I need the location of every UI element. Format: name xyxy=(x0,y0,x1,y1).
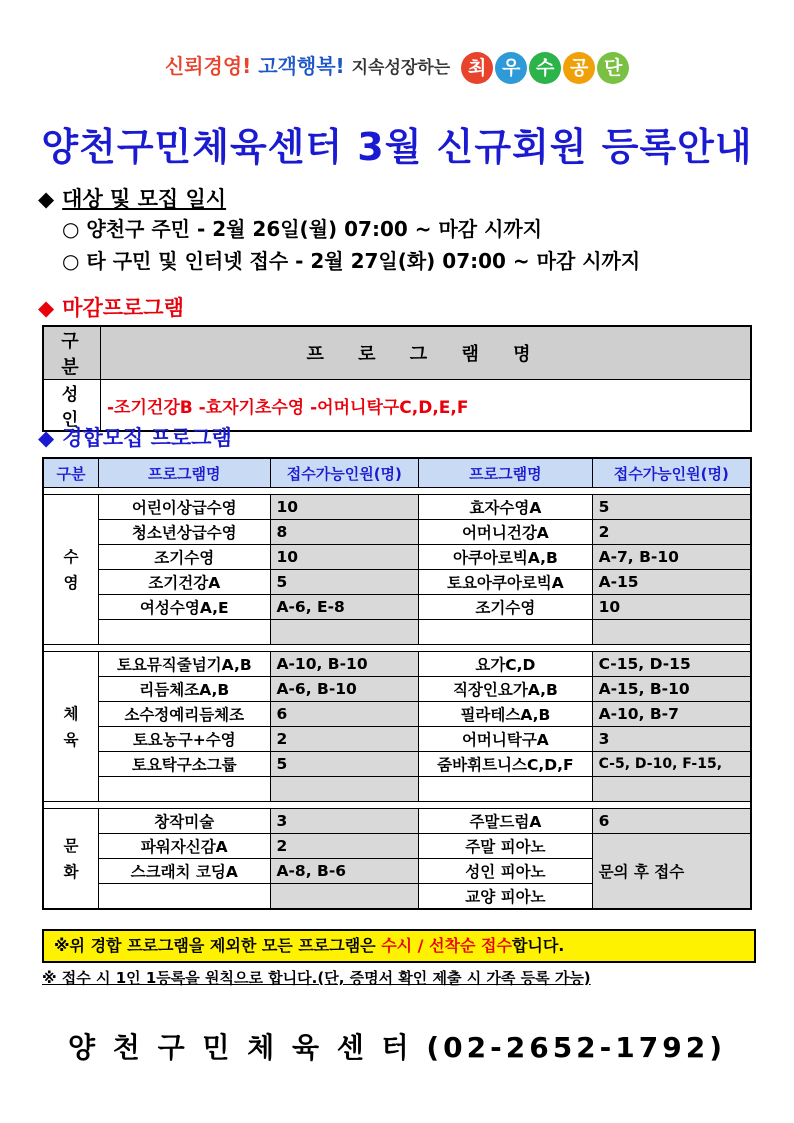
table-row xyxy=(43,834,751,859)
program-name: 아쿠아로빅A,B xyxy=(419,545,592,570)
program-name: 토요아쿠아로빅A xyxy=(419,570,592,595)
program-name: 창작미술 xyxy=(99,809,271,834)
program-name: 청소년상급수영 xyxy=(99,520,271,545)
section-target-heading xyxy=(38,183,226,213)
col-capacity: 접수가능인원(명) xyxy=(592,458,751,488)
program-name: 리듬체조A,B xyxy=(99,677,271,702)
capacity: 5 xyxy=(270,752,419,777)
logo-char: 수 xyxy=(529,52,561,84)
notice-highlight: 수시 / 선착순 접수 xyxy=(381,936,512,955)
inquiry-note: 문의 후 접수 xyxy=(592,834,751,910)
section-target-title: 대상 및 모집 일시 xyxy=(62,187,227,211)
program-name: 어머니건강A xyxy=(419,520,592,545)
table-row xyxy=(43,520,751,545)
registration-note: ※ 접수 시 1인 1등록을 원칙으로 합니다.(단, 증명서 확인 제출 시 가족 등록 가능) xyxy=(42,969,591,987)
capacity: 10 xyxy=(592,595,751,620)
program-name: 어린이상급수영 xyxy=(99,495,271,520)
program-name: 효자수영A xyxy=(419,495,592,520)
col-capacity: 접수가능인원(명) xyxy=(270,458,419,488)
capacity: A-6, E-8 xyxy=(270,595,419,620)
capacity: A-15 xyxy=(592,570,751,595)
program-name: 조기수영 xyxy=(99,545,271,570)
logo-char: 우 xyxy=(495,52,527,84)
section-closed-title: 마감프로그램 xyxy=(62,296,184,320)
table-row xyxy=(43,495,751,520)
program-name: 주말드럼A xyxy=(419,809,592,834)
program-name: 스크래치 코딩A xyxy=(99,859,271,884)
slogan xyxy=(0,50,794,84)
slogan-part2: 고객행복! xyxy=(258,54,345,78)
diamond-icon: ◆ xyxy=(38,426,55,450)
logo-char: 공 xyxy=(563,52,595,84)
program-name: 성인 피아노 xyxy=(419,859,592,884)
table-row xyxy=(43,727,751,752)
agency-logo xyxy=(461,52,629,84)
capacity: 2 xyxy=(592,520,751,545)
notice-banner xyxy=(42,929,756,963)
table-row xyxy=(43,595,751,620)
table-row xyxy=(43,677,751,702)
table-row xyxy=(43,777,751,802)
closed-program-table xyxy=(42,325,752,432)
capacity: C-15, D-15 xyxy=(592,652,751,677)
capacity: 3 xyxy=(592,727,751,752)
program-name: 주말 피아노 xyxy=(419,834,592,859)
competitive-program-table xyxy=(42,457,752,910)
section-competitive-title: 경합모집 프로그램 xyxy=(62,426,232,450)
capacity: 3 xyxy=(270,809,419,834)
program-name: 어머니탁구A xyxy=(419,727,592,752)
slogan-part1: 신뢰경영! xyxy=(164,54,252,78)
program-name: 조기건강A xyxy=(99,570,271,595)
slogan-part3: 지속성장하는 xyxy=(351,58,451,78)
program-name: 토요뮤직줄넘기A,B xyxy=(99,652,271,677)
capacity: 10 xyxy=(270,545,419,570)
capacity: 6 xyxy=(270,702,419,727)
capacity: 2 xyxy=(270,834,419,859)
program-name: 직장인요가A,B xyxy=(419,677,592,702)
logo-char: 단 xyxy=(597,52,629,84)
section-competitive-heading xyxy=(38,422,232,452)
capacity: 10 xyxy=(270,495,419,520)
table-row xyxy=(43,545,751,570)
capacity: 5 xyxy=(592,495,751,520)
capacity xyxy=(592,620,751,645)
schedule-line-other: ○ 타 구민 및 인터넷 접수 - 2월 27일(화) 07:00 ~ 마감 시까지 xyxy=(62,249,641,273)
program-name xyxy=(99,777,271,802)
col-program-name: 프로그램명 xyxy=(99,458,271,488)
notice-end: 합니다. xyxy=(511,936,565,955)
capacity: 6 xyxy=(592,809,751,834)
program-name: 여성수영A,E xyxy=(99,595,271,620)
capacity xyxy=(270,777,419,802)
capacity: C-5, D-10, F-15, xyxy=(592,752,751,777)
col-category: 구 분 xyxy=(43,326,101,380)
program-name: 필라테스A,B xyxy=(419,702,592,727)
category-culture: 문 화 xyxy=(43,809,99,910)
capacity: A-8, B-6 xyxy=(270,859,419,884)
col-category: 구분 xyxy=(43,458,99,488)
row-label-adult: 성 인 xyxy=(43,380,101,432)
capacity xyxy=(270,884,419,910)
capacity xyxy=(270,620,419,645)
table-header-row xyxy=(43,458,751,488)
page-title: 양천구민체육센터 3월 신규회원 등록안내 xyxy=(41,125,753,169)
program-name xyxy=(419,777,592,802)
table-row xyxy=(43,809,751,834)
schedule-line-resident: ○ 양천구 주민 - 2월 26일(월) 07:00 ~ 마감 시까지 xyxy=(62,217,543,241)
table-row xyxy=(43,570,751,595)
footer-contact: 양 천 구 민 체 육 센 터 (02-2652-1792) xyxy=(67,1031,727,1064)
col-program-name: 프로그램명 xyxy=(419,458,592,488)
capacity: 2 xyxy=(270,727,419,752)
program-name: 토요탁구소그룹 xyxy=(99,752,271,777)
program-name: 요가C,D xyxy=(419,652,592,677)
program-name: 조기수영 xyxy=(419,595,592,620)
program-name: 줌바휘트니스C,D,F xyxy=(419,752,592,777)
program-name xyxy=(419,620,592,645)
program-name: 교양 피아노 xyxy=(419,884,592,910)
program-name xyxy=(99,620,271,645)
capacity: A-15, B-10 xyxy=(592,677,751,702)
logo-char: 최 xyxy=(461,52,493,84)
closed-program-list: -조기건강B -효자기초수영 -어머니탁구C,D,E,F xyxy=(101,380,752,432)
table-row xyxy=(43,620,751,645)
col-program-name: 프 로 그 램 명 xyxy=(101,326,752,380)
capacity: A-7, B-10 xyxy=(592,545,751,570)
capacity: 5 xyxy=(270,570,419,595)
capacity: 8 xyxy=(270,520,419,545)
program-name: 소수정예리듬체조 xyxy=(99,702,271,727)
capacity: A-10, B-7 xyxy=(592,702,751,727)
capacity xyxy=(592,777,751,802)
program-name: 토요농구+수영 xyxy=(99,727,271,752)
capacity: A-6, B-10 xyxy=(270,677,419,702)
table-row xyxy=(43,652,751,677)
program-name xyxy=(99,884,271,910)
table-row xyxy=(43,702,751,727)
table-row xyxy=(43,752,751,777)
category-swim: 수 영 xyxy=(43,495,99,645)
capacity: A-10, B-10 xyxy=(270,652,419,677)
category-pe: 체 육 xyxy=(43,652,99,802)
section-closed-heading xyxy=(38,292,184,322)
diamond-icon: ◆ xyxy=(38,296,55,320)
program-name: 파워자신감A xyxy=(99,834,271,859)
diamond-icon: ◆ xyxy=(38,187,55,211)
notice-text: ※위 경합 프로그램을 제외한 모든 프로그램은 xyxy=(54,936,382,955)
